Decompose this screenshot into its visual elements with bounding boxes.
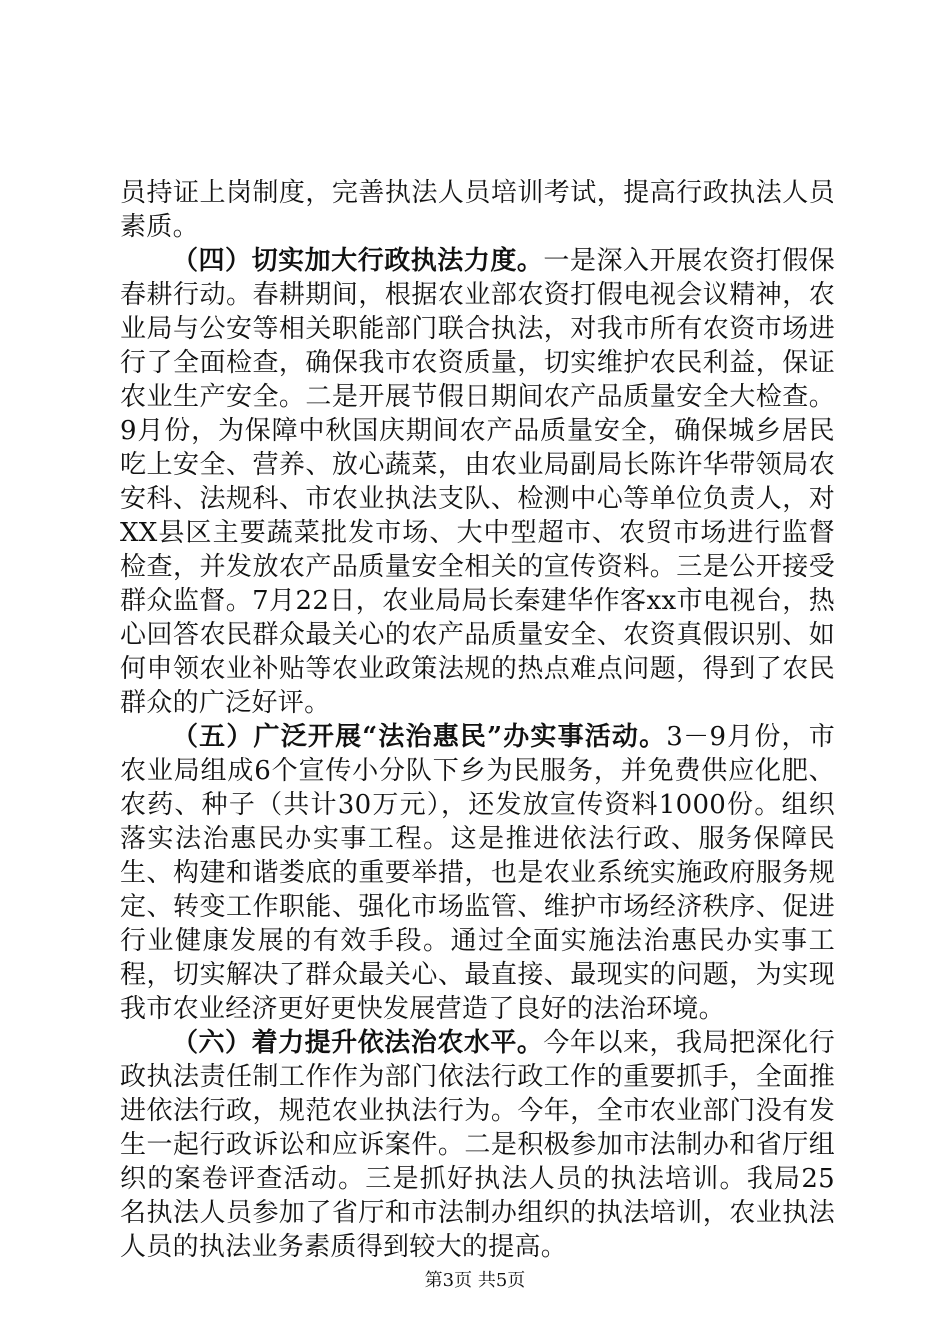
paragraph-section-6 [120,1026,835,1264]
section-heading: （六）着力提升依法治农水平。 [172,1028,544,1058]
paragraph-section-4 [120,244,835,720]
paragraph-text: 3－9月份，市农业局组成6个宣传小分队下乡为民服务，并免费供应化肥、农药、种子（共计30万元），还发放宣传资料1000份。组织落实法治惠民办实事工程。这是推进依法行政、服务保障民生、构建和谐娄底的重要举措，也是农业系统实施政府服务规定、转变工作职能、强化市场监管、维护市场经济秩序、促进行业健康发展的有效手段。通过全面实施法治惠民办实事工程，切实解决了群众最关心、最直接、最现实的问题，为实现我市农业经济更好更快发展营造了良好的法治环境。 [120,722,835,1024]
paragraph-continuation [120,176,835,244]
section-heading: （五）广泛开展“法治惠民”办实事活动。 [172,722,667,752]
paragraph-text: 今年以来，我局把深化行政执法责任制工作作为部门依法行政工作的重要抓手，全面推进依法行政，规范农业执法行为。今年，全市农业部门没有发生一起行政诉讼和应诉案件。二是积极参加市法制办和省厅组织的案卷评查活动。三是抓好执法人员的执法培训。我局25名执法人员参加了省厅和市法制办组织的执法培训，农业执法人员的执法业务素质得到较大的提高。 [120,1028,835,1262]
page-number-footer: 第3页 共5页 [424,1270,526,1291]
section-heading: （四）切实加大行政执法力度。 [172,246,544,276]
document-body [120,176,835,1264]
paragraph-text: 员持证上岗制度，完善执法人员培训考试，提高行政执法人员素质。 [120,178,835,242]
paragraph-text: 一是深入开展农资打假保春耕行动。春耕期间，根据农业部农资打假电视会议精神，农业局与公安等相关职能部门联合执法，对我市所有农资市场进行了全面检查，确保我市农资质量，切实维护农民利益，保证农业生产安全。二是开展节假日期间农产品质量安全大检查。9月份，为保障中秋国庆期间农产品质量安全，确保城乡居民吃上安全、营养、放心蔬菜，由农业局副局长陈许华带领局农安科、法规科、市农业执法支队、检测中心等单位负责人，对XX县区主要蔬菜批发市场、大中型超市、农贸市场进行监督检查，并发放农产品质量安全相关的宣传资料。三是公开接受群众监督。7月22日，农业局局长秦建华作客xx市电视台，热心回答农民群众最关心的农产品质量安全、农资真假识别、如何申领农业补贴等农业政策法规的热点难点问题，得到了农民群众的广泛好评。 [120,246,835,718]
paragraph-section-5 [120,720,835,1026]
